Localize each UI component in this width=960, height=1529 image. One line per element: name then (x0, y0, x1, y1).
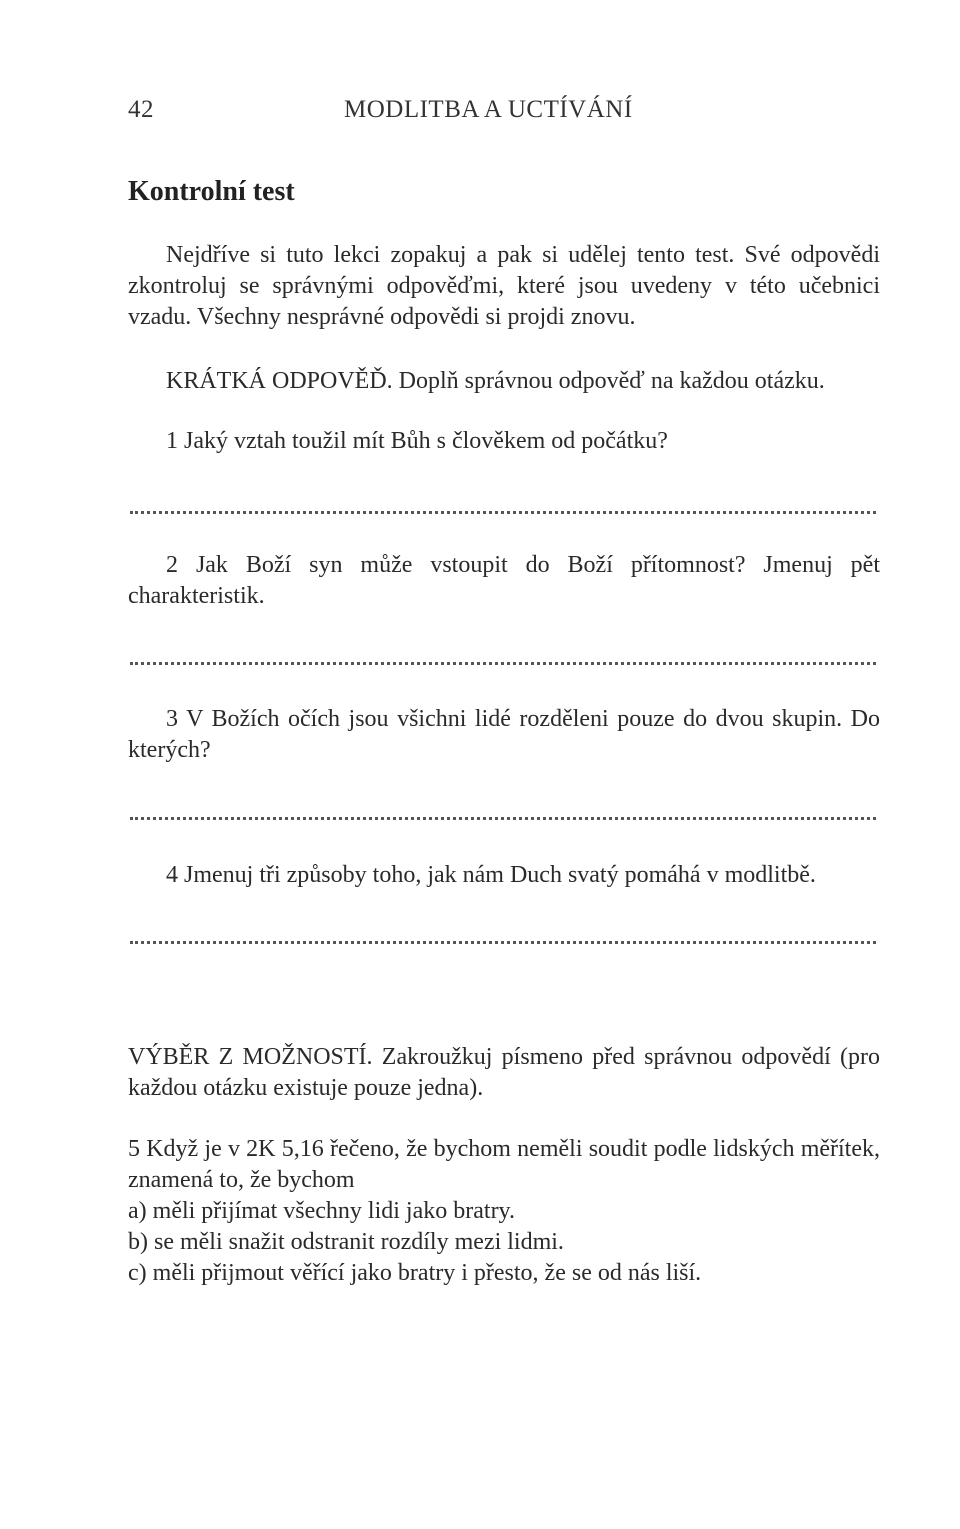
question-1: 1 Jaký vztah toužil mít Bůh s člověkem od počátku? (166, 428, 668, 454)
option-c[interactable]: c) měli přijmout věřící jako bratry i přesto, že se od nás liší. (128, 1260, 702, 1286)
short-answer-heading: KRÁTKÁ ODPOVĚĎ. Doplň správnou odpověď na každou otázku. (166, 368, 825, 394)
question-2: 2 Jak Boží syn může vstoupit do Boží přítomnost? Jmenuj pět charakteristik. (128, 552, 880, 609)
multiple-choice-heading: VÝBĚR Z MOŽNOSTÍ. Zakroužkuj písmeno před správnou odpovědí (pro každou otázku existuje pouze jedna). (128, 1044, 880, 1101)
page-number: 42 (128, 96, 154, 123)
option-a[interactable]: a) měli přijímat všechny lidi jako bratry. (128, 1198, 515, 1224)
answer-line-2[interactable] (130, 662, 876, 665)
section-title: Kontrolní test (128, 176, 295, 207)
answer-line-3[interactable] (130, 817, 876, 820)
question-4: 4 Jmenuj tři způsoby toho, jak nám Duch svatý pomáhá v modlitbě. (166, 862, 816, 888)
question-5-text: 5 Když je v 2K 5,16 řečeno, že bychom neměli soudit podle lidských měřítek, znamená to, že bychom (128, 1136, 880, 1193)
answer-line-4[interactable] (130, 941, 876, 944)
question-5 (128, 1134, 880, 1289)
running-title: MODLITBA A UCTÍVÁNÍ (344, 96, 633, 123)
intro-paragraph: Nejdříve si tuto lekci zopakuj a pak si udělej tento test. Své odpovědi zkontroluj se správnými odpověďmi, které jsou uvedeny v této učebnici vzadu. Všechny nesprávné odpovědi si projdi znovu. (128, 242, 880, 330)
answer-line-1[interactable] (130, 511, 876, 514)
question-3: 3 V Božích očích jsou všichni lidé rozděleni pouze do dvou skupin. Do kterých? (128, 706, 880, 763)
option-b[interactable]: b) se měli snažit odstranit rozdíly mezi lidmi. (128, 1229, 564, 1255)
